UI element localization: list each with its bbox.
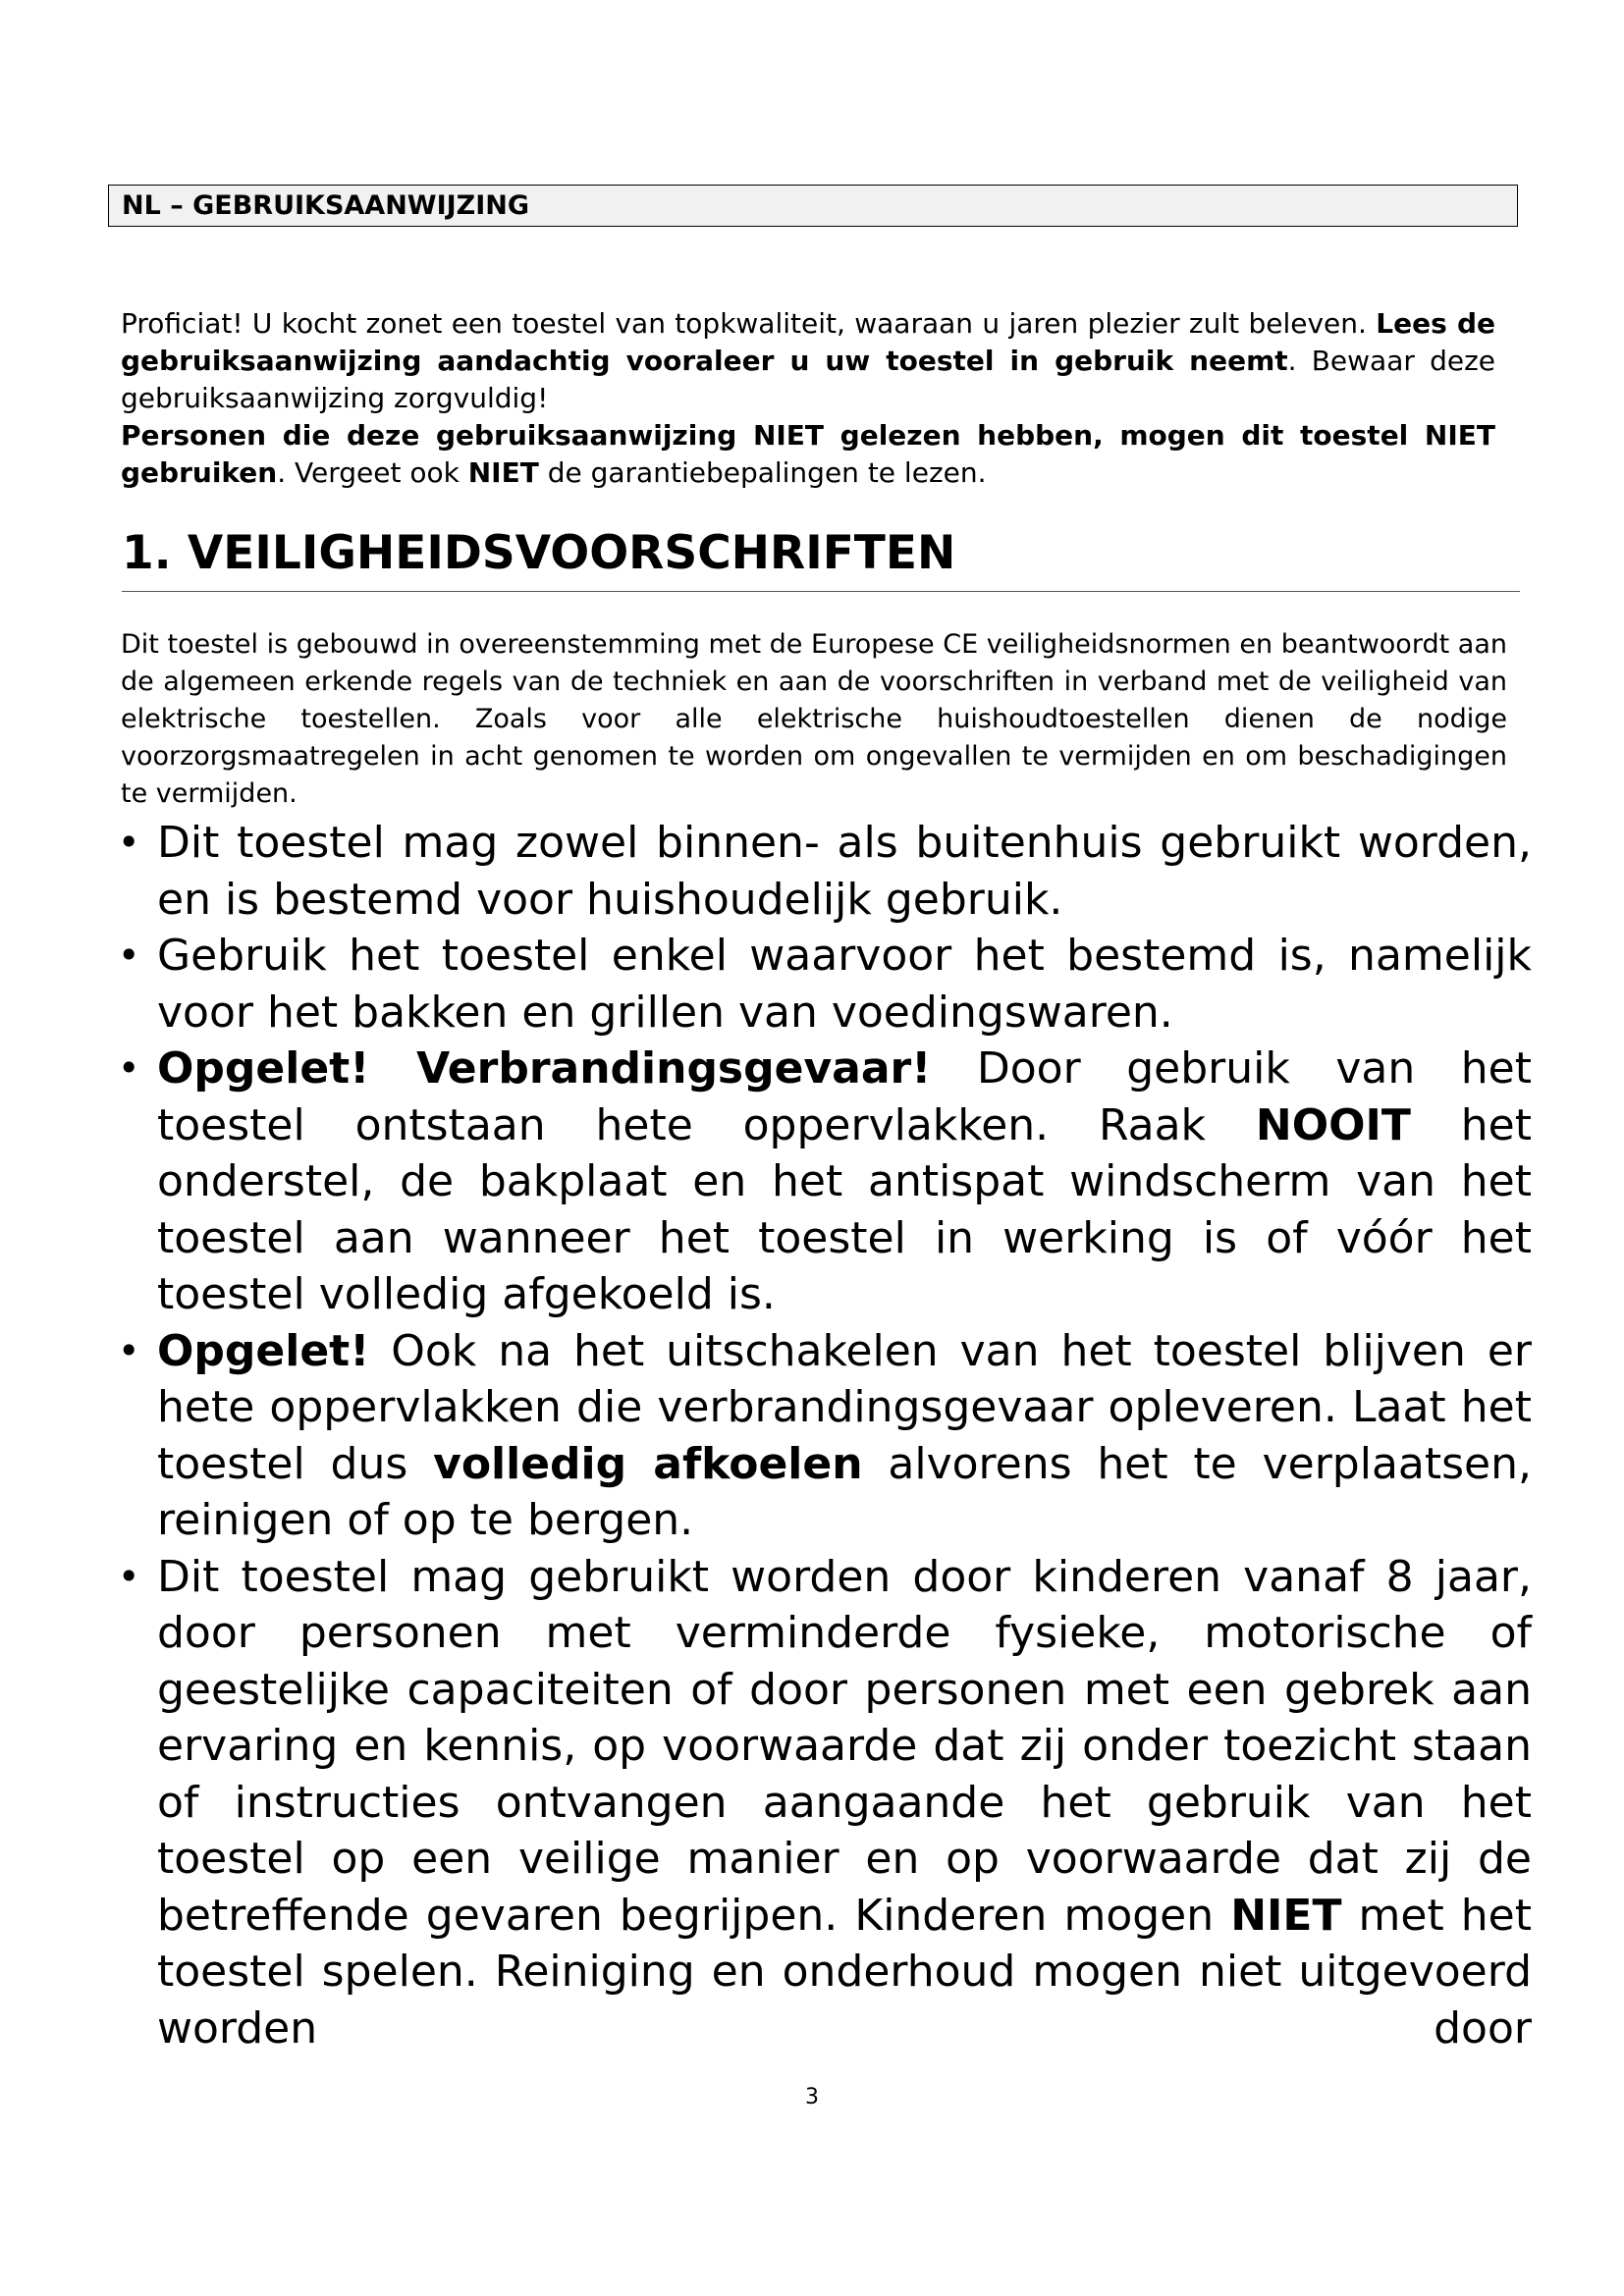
safety-intro-paragraph: Dit toestel is gebouwd in overeenstemming met de Europese CE veiligheidsnormen en beantwoordt aan de algemeen erkende regels van de techniek en aan de voorschriften in verband met de veiligheid van elektrische toestellen. Zoals voor alle elektrische huishoudtoestellen dienen de nodige voorzorgsmaatregelen in acht genomen te worden om ongevallen te vermijden en om beschadigingen te vermijden. (121, 629, 1507, 809)
bullet-text: Ook na het uitschakelen van het toestel blijven er hete oppervlakken die verbrandingsgevaar opleveren. Laat het toestel dus (157, 1325, 1532, 1489)
bullet-dot: • (118, 934, 140, 977)
safety-bullet-5 (118, 1549, 1532, 2057)
section-heading-safety: 1. VEILIGHEIDSVOORSCHRIFTEN (122, 524, 1520, 592)
bullet-text: Gebruik het toestel enkel waarvoor het bestemd is, namelijk voor het bakken en grillen van voedingswaren. (157, 931, 1532, 1038)
bullet-text: het onderstel, de bakplaat en het antispat windscherm van het toestel aan wanneer het toestel in werking is of vóór het toestel volledig afgekoeld is. (157, 1099, 1532, 1319)
bullet-warning-bold: Opgelet! (157, 1325, 370, 1376)
bullet-text: Dit toestel mag zowel binnen- als buitenhuis gebruikt worden, en is bestemd voor huishoudelijk gebruik. (157, 818, 1532, 925)
safety-bullet-list (118, 815, 1532, 2056)
bullet-text-bold: NIET (1230, 1890, 1342, 1941)
intro-text-regular: . Vergeet ook (277, 456, 468, 489)
intro-text-bold: Lees de gebruiksaanwijzing aandachtig vooraleer u uw toestel in gebruik neemt (121, 307, 1495, 377)
bullet-warning-bold: Opgelet! Verbrandingsgevaar! (157, 1043, 932, 1094)
intro-paragraph-1 (121, 305, 1495, 417)
bullet-text: Dit toestel mag gebruikt worden door kinderen vanaf 8 jaar, door personen met verminderde fysieke, motorische of geestelijke capaciteiten of door personen met een gebrek aan ervaring en kennis, op voorwaarde dat zij onder toezicht staan of instructies ontvangen aangaande het gebruik van het toestel op een veilige manier en op voorwaarde dat zij de betreffende gevaren begrijpen. Kinderen mogen (157, 1551, 1532, 1941)
bullet-dot: • (118, 1046, 140, 1090)
bullet-dot: • (118, 1554, 140, 1598)
safety-bullet-2 (118, 928, 1532, 1041)
intro-paragraph-2 (121, 417, 1495, 492)
intro-text-regular: de garantiebepalingen te lezen. (538, 456, 987, 489)
bullet-text-bold: NOOIT (1255, 1099, 1411, 1150)
intro-section (121, 305, 1495, 492)
intro-warning-bold: Personen die deze gebruiksaanwijzing NIET gelezen hebben, mogen dit toestel NIET gebruiken (121, 419, 1495, 489)
safety-bullet-1 (118, 815, 1532, 928)
bullet-text: alvorens het te verplaatsen, reinigen of op te bergen. (157, 1438, 1532, 1545)
bullet-text: met het toestel spelen. Reiniging en onderhoud mogen niet uitgevoerd worden door (157, 1890, 1532, 2054)
safety-bullet-3 (118, 1041, 1532, 1323)
intro-text-bold: NIET (467, 456, 539, 489)
intro-text-regular: . Bewaar deze gebruiksaanwijzing zorgvuldig! (121, 345, 1495, 414)
bullet-dot: • (118, 1328, 140, 1372)
bullet-text-bold: volledig afkoelen (433, 1438, 863, 1489)
safety-bullet-4 (118, 1323, 1532, 1549)
page-number: 3 (805, 2085, 819, 2109)
bullet-dot: • (118, 821, 140, 864)
language-header-title: NL – GEBRUIKSAANWIJZING (122, 190, 530, 221)
language-header-box (108, 185, 1518, 227)
intro-text-regular: Proficiat! U kocht zonet een toestel van topkwaliteit, waaraan u jaren plezier zult beleven. (121, 307, 1377, 340)
bullet-text: Door gebruik van het toestel ontstaan hete oppervlakken. Raak (157, 1043, 1532, 1150)
